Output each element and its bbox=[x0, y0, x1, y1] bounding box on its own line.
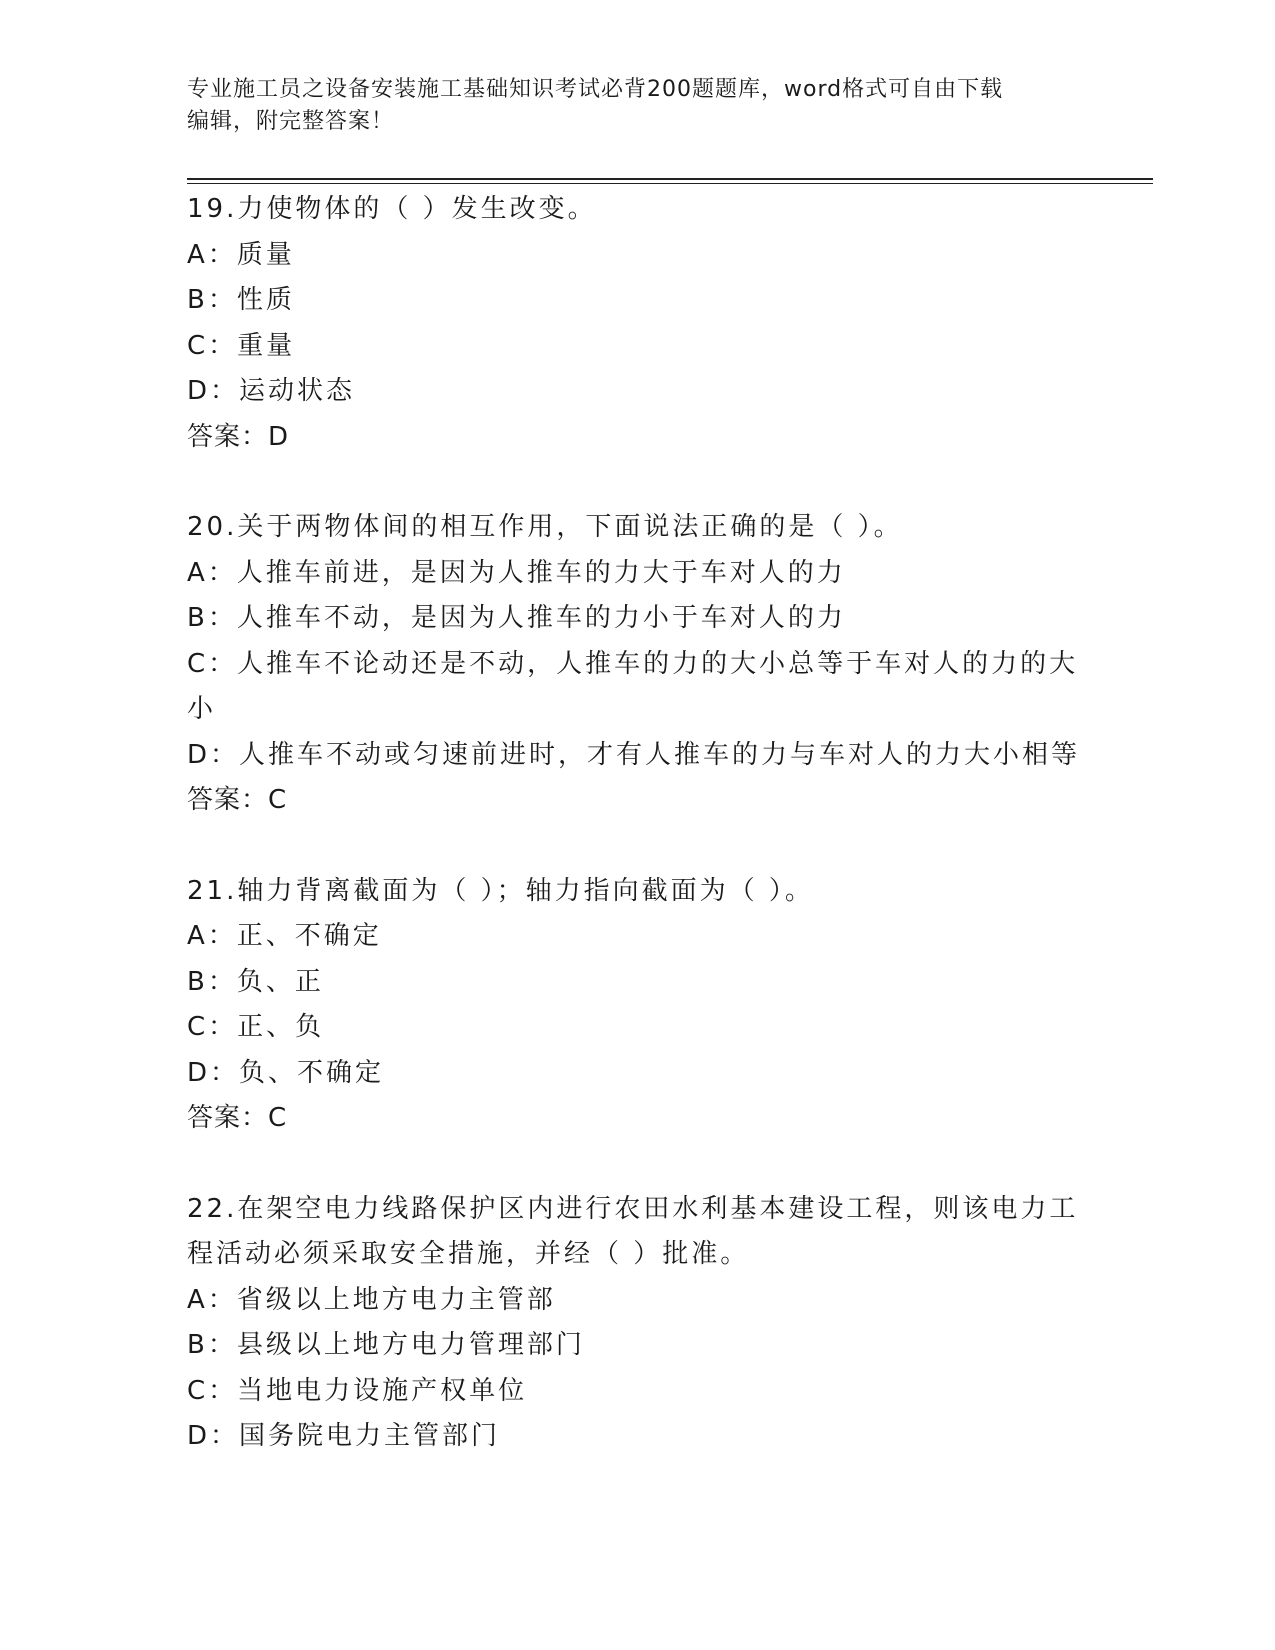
header-divider bbox=[187, 178, 1153, 184]
question-stem: 19.力使物体的（ ）发生改变。 bbox=[187, 194, 597, 224]
option-b: B：负、正 bbox=[187, 966, 324, 997]
option-b: B：人推车不动，是因为人推车的力小于车对人的力 bbox=[187, 603, 846, 633]
answer: 答案：C bbox=[187, 785, 288, 815]
question-list bbox=[187, 187, 1087, 1505]
header-line-2: 编辑，附完整答案！ bbox=[187, 109, 395, 134]
question-19 bbox=[187, 187, 1087, 460]
option-a: A：人推车前进，是因为人推车的力大于车对人的力 bbox=[187, 557, 846, 588]
option-d: D：国务院电力主管部门 bbox=[187, 1421, 501, 1451]
question-stem: 21.轴力背离截面为（ ）；轴力指向截面为（ ）。 bbox=[187, 875, 814, 906]
option-c: C：当地电力设施产权单位 bbox=[187, 1375, 528, 1406]
question-22 bbox=[187, 1187, 1087, 1460]
question-20 bbox=[187, 505, 1087, 824]
option-a: A：省级以上地方电力主管部 bbox=[187, 1284, 556, 1315]
question-stem: 20.关于两物体间的相互作用，下面说法正确的是（ ）。 bbox=[187, 512, 903, 542]
question-21 bbox=[187, 869, 1087, 1142]
option-d: D：负、不确定 bbox=[187, 1057, 385, 1088]
option-d: D：运动状态 bbox=[187, 376, 356, 406]
option-d: D：人推车不动或匀速前进时，才有人推车的力与车对人的力大小相等 bbox=[187, 739, 1081, 770]
answer: 答案：C bbox=[187, 1103, 288, 1133]
option-c: C：正、负 bbox=[187, 1012, 325, 1042]
option-a: A：正、不确定 bbox=[187, 921, 382, 951]
option-b: B：性质 bbox=[187, 285, 295, 315]
option-c: C：人推车不论动还是不动，人推车的力的大小总等于车对人的力的大小 bbox=[187, 648, 1079, 724]
document-header bbox=[187, 74, 1087, 138]
question-stem: 22.在架空电力线路保护区内进行农田水利基本建设工程，则该电力工程活动必须采取安全措施，并经（ ）批准。 bbox=[187, 1193, 1079, 1269]
option-a: A：质量 bbox=[187, 239, 295, 270]
option-c: C：重量 bbox=[187, 330, 296, 361]
option-b: B：县级以上地方电力管理部门 bbox=[187, 1330, 585, 1360]
header-line-1: 专业施工员之设备安装施工基础知识考试必背200题题库，word格式可自由下载 bbox=[187, 77, 1004, 102]
answer: 答案：D bbox=[187, 421, 290, 452]
